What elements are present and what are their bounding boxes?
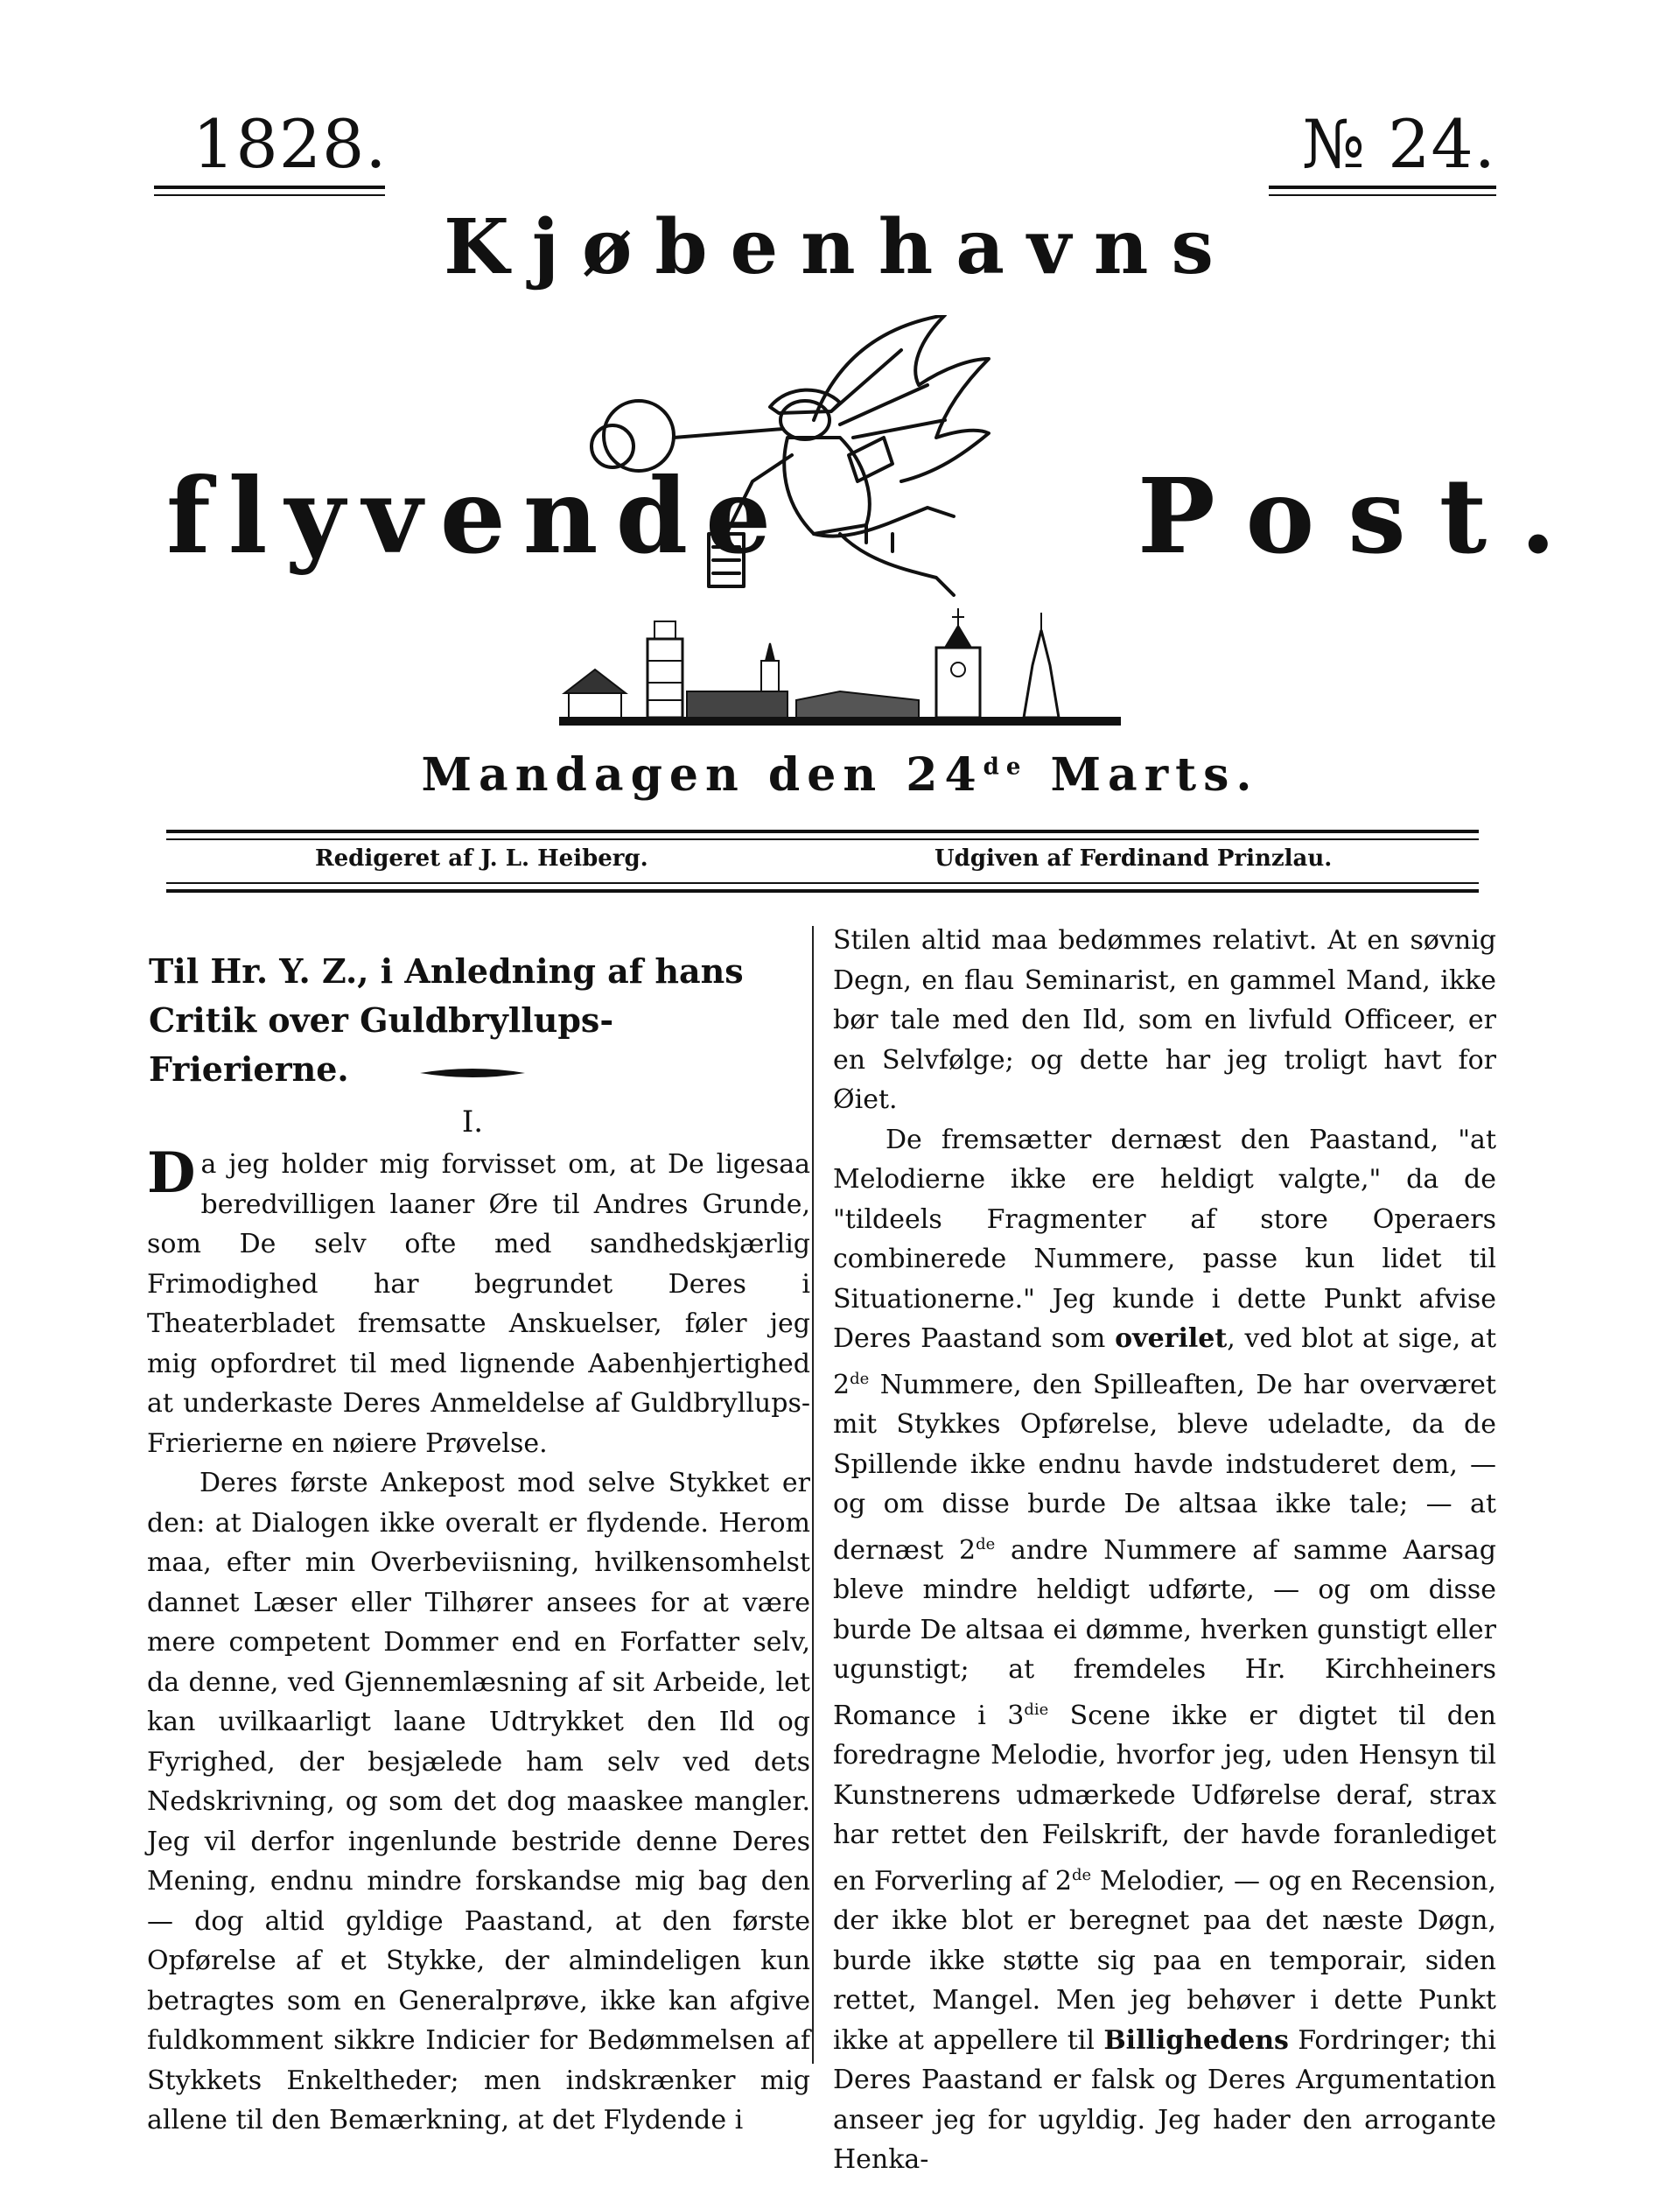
paragraph bbox=[833, 1120, 1496, 2180]
text-run: andre Nummere af samme Aarsag bleve mindre heldigt udførte, — og om disse burde De altsaa ei dømme, hverken gunstigt eller ugunstigt; at fremdeles Hr. Kirchheiners Romance i 3 bbox=[833, 1534, 1496, 1731]
year-rule bbox=[154, 186, 385, 189]
left-column bbox=[147, 1140, 810, 2141]
ordinal-sup: de bbox=[850, 1369, 870, 1388]
bold-word: Billighedens bbox=[1103, 2024, 1289, 2056]
issue-number: № 24. bbox=[1302, 105, 1496, 183]
text-run: Melodier, — og en Recension, der ikke blot er beregnet paa det næste Døgn, burde ikke støtte sig paa en temporair, siden rettet, Mangel. Men jeg behøver i dette Punkt ikke at appellere til bbox=[833, 1865, 1496, 2056]
ordinal-sup: die bbox=[1024, 1700, 1049, 1719]
text-run: Scene ikke er digtet til den foredragne Melodie, hvorfor jeg, uden Hensyn til Kunstnerens udmærkede Udførelse deraf, strax har rettet den Feilskrift, der havde foranlediget en Forverling af 2 bbox=[833, 1700, 1496, 1897]
paragraph: Stilen altid maa bedømmes relativt. At en søvnig Degn, en flau Seminarist, en gammel Mand, ikke bør tale med den Ild, som en livfuld Officeer, er en Selvfølge; og dette har jeg troligt havt for Øiet. bbox=[833, 925, 1496, 1115]
masthead-top: Kjøbenhavns bbox=[444, 203, 1236, 291]
date-prefix: Mandagen den 24 bbox=[421, 748, 984, 802]
number-rule bbox=[1269, 186, 1496, 189]
text-run: , ved blot at sige, at 2 bbox=[833, 1323, 1497, 1400]
paragraph-text: a jeg holder mig forvisset om, at De ligesaa beredvilligen laaner Øre til Andres Grunde, som De selv ofte med sandhedskjærlig Frimodighed har begrundet Deres i Theaterbladet fremsatte Anskuelser, føler jeg mig opfordret til med lignende Aabenhjertighed at underkaste Deres Anmeldelse af Guldbryllups-Frierierne en nøiere Prøvelse. bbox=[147, 1149, 810, 1459]
text-run: Nummere, den Spilleaften, De har overværet mit Stykkes Opførelse, bleve udeladte, da de Spillende ikke endnu havde indstuderet dem, — og om disse burde De altsaa ikke tale; — at dernæst 2 bbox=[833, 1369, 1496, 1566]
flying-messenger-vignette bbox=[551, 315, 1129, 753]
drop-cap: D bbox=[147, 1140, 196, 1206]
issue-date bbox=[0, 748, 1680, 802]
bold-word: overilet bbox=[1115, 1323, 1228, 1354]
editor-credit: Redigeret af J. L. Heiberg. bbox=[315, 845, 648, 872]
ornament-rule bbox=[420, 1066, 525, 1080]
article-title: Til Hr. Y. Z., i Anledning af hans Critik over Guldbryllups-Frierierne. bbox=[149, 951, 744, 1089]
masthead-left: flyvende bbox=[166, 455, 789, 577]
publisher-credit: Udgiven af Ferdinand Prinzlau. bbox=[934, 845, 1333, 872]
ordinal-sup: de bbox=[1071, 1865, 1092, 1884]
year-rule-thin bbox=[154, 194, 385, 196]
text-run: Fordringer; thi Deres Paastand er falsk og Deres Argumentation anseer jeg for ugyldig. Jeg hader den arrogante Henka- bbox=[833, 2024, 1496, 2175]
bottom-rule-thin bbox=[166, 882, 1479, 884]
year: 1828. bbox=[192, 105, 388, 183]
paragraph: Deres første Ankepost mod selve Stykket er den: at Dialogen ikke overalt er flydende. Herom maa, efter min Overbeviisning, hvilkensomhelst dannet Læser eller Tilhører ansees for at være mere competent Dommer end en Forfatter selv, da denne, ved Gjennemlæsning af sit Arbeide, let kan uvilkaarligt laane Udtrykket den Ild og Fyrighed, der besjælede ham selv ved dets Nedskrivning, og som det dog maaskee mangler. Jeg vil derfor ingenlunde bestride denne Deres Mening, endnu mindre forskandse mig bag den — dog altid gyldige Paastand, at den første Opførelse af et Stykke, der almindeligen kun betragtes som en Generalprøve, ikke kan afgive fuldkomment sikkre Indicier for Bedømmelsen af Stykkets Enkeltheder; men indskrænker mig allene til den Bemærkning, at det Flydende i bbox=[147, 1468, 810, 2135]
top-rule-thin bbox=[166, 838, 1479, 840]
column-divider bbox=[812, 926, 814, 2064]
date-month: Marts. bbox=[1050, 748, 1259, 802]
section-number: I. bbox=[461, 1105, 484, 1140]
right-column bbox=[833, 921, 1496, 2180]
text-run: De fremsætter dernæst den Paastand, "at Melodierne ikke ere heldigt valgte," da de "tildeels Fragmenter af store Operaers combinerede Nummere, passe kun lidet til Situationerne." Jeg kunde i dette Punkt afvise Deres Paastand som bbox=[833, 1124, 1496, 1354]
number-rule-thin bbox=[1269, 194, 1496, 196]
ordinal-sup: de bbox=[976, 1534, 996, 1553]
bottom-rule bbox=[166, 889, 1479, 893]
masthead-right: Post. bbox=[1138, 455, 1590, 577]
top-rule bbox=[166, 830, 1479, 833]
paragraph bbox=[147, 1140, 810, 1463]
date-ordinal: de bbox=[983, 754, 1028, 781]
